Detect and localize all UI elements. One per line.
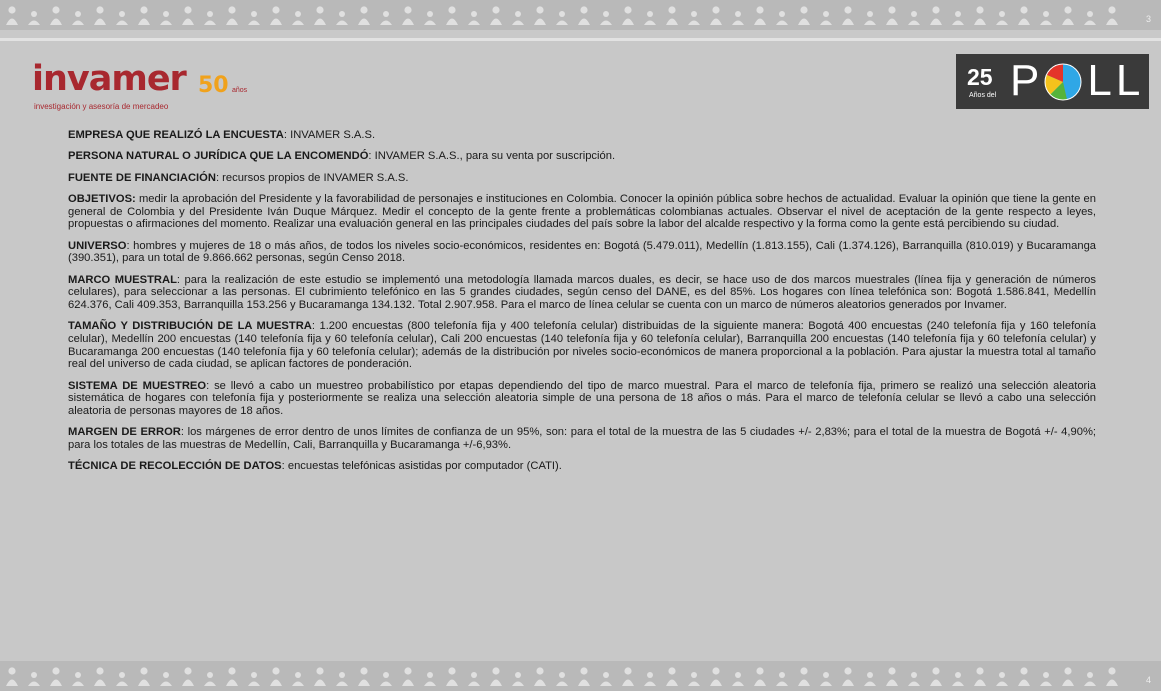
invamer-logo-anos: años: [232, 87, 248, 94]
person-icon: [94, 667, 106, 686]
person-icon: [908, 11, 920, 25]
section-separator: :: [126, 239, 134, 252]
person-icon: [6, 667, 18, 686]
person-icon: [226, 6, 238, 25]
person-icon: [28, 11, 40, 25]
person-icon: [798, 667, 810, 686]
person-icon: [402, 6, 414, 25]
person-icon: [622, 667, 634, 686]
person-icon: [1040, 11, 1052, 25]
person-icon: [644, 11, 656, 25]
person-icon: [1106, 6, 1118, 25]
person-icon: [1084, 672, 1096, 686]
person-icon: [886, 6, 898, 25]
section-text: hombres y mujeres de 18 o más años, de todos los niveles socio-económicos, residentes en: Bogotá (5.479.011), Medellín (1.813.155), Cali (1.374.126), Barranquilla (810.019) y Bucaramanga (390.351), para un total de 9.866.662 personas, según Censo 2018.: [68, 239, 1097, 265]
section-paragraph: [68, 426, 1096, 451]
section-text: para la realización de este estudio se implementó una metodología llamada marcos duales, es decir, se hace uso de dos marcos muestrales (línea fija y generación de números celulares), para seleccionar a las personas. El cubrimiento telefónico en las 5 grandes ciudades, según censo del DANE, es del 85%. Los hogares con línea telefónica son: Bogotá 1.586.841, Medellín 624.376, Cali 409.353, Barranquilla 153.256 y Bucaramanga 134.132. Total 2.907.958. Para el marco de línea celular se cuenta con un marco de números aleatorios generados por Invamer.: [68, 273, 1096, 311]
section-label: OBJETIVOS:: [68, 192, 136, 205]
person-icon: [688, 672, 700, 686]
person-icon: [754, 667, 766, 686]
person-icon: [512, 11, 524, 25]
person-icon: [776, 672, 788, 686]
section-text: medir la aprobación del Presidente y la favorabilidad de personajes e instituciones en Colombia. Conocer la opinión pública sobre hechos de actualidad. Evaluar la opinión que tiene la gente en general de Colombia y del Presidente Iván Duque Márquez. Medir el concepto de la gente frente a problemáticas colombianas actuales. Observar el nivel de aceptación de la gente respecto a leyes, propuestas o afirmaciones del momento. Realizar una evaluación general en las principales ciudades del país sobre la labor del alcalde respectivo y la forma como la gente está percibiendo su ciudad.: [68, 192, 1097, 231]
section-label: TÉCNICA DE RECOLECCIÓN DE DATOS: [68, 460, 282, 473]
section-label: MARGEN DE ERROR: [68, 426, 181, 439]
person-icon: [138, 6, 150, 25]
person-icon: [204, 672, 216, 686]
person-icon: [248, 672, 260, 686]
bottom-decorative-strip: [0, 661, 1161, 691]
person-icon: [864, 11, 876, 25]
person-icon: [842, 6, 854, 25]
person-icon: [72, 11, 84, 25]
invamer-logo-word: invamer: [32, 59, 186, 99]
person-icon: [622, 6, 634, 25]
person-icon: [424, 672, 436, 686]
section-label: MARCO MUESTRAL: [68, 273, 177, 286]
person-icon: [578, 6, 590, 25]
page-number-bottom: 4: [1145, 675, 1151, 685]
slide: [0, 38, 1161, 661]
section-text: INVAMER S.A.S.: [290, 129, 376, 141]
person-icon: [182, 667, 194, 686]
person-icon: [600, 672, 612, 686]
person-icon: [336, 11, 348, 25]
person-icon: [270, 6, 282, 25]
section-text: encuestas telefónicas asistidas por computador (CATI).: [287, 460, 562, 473]
person-icon: [732, 11, 744, 25]
person-icon: [292, 11, 304, 25]
person-icon: [1084, 11, 1096, 25]
person-icon: [886, 667, 898, 686]
people-pattern-icon: [0, 0, 1161, 30]
person-icon: [468, 672, 480, 686]
person-icon: [6, 6, 18, 25]
section-label: FUENTE DE FINANCIACIÓN: [68, 171, 216, 184]
section-paragraph: [68, 129, 1096, 142]
person-icon: [1040, 672, 1052, 686]
person-icon: [952, 11, 964, 25]
poll-logo: [956, 54, 1149, 109]
invamer-logo: [32, 55, 272, 117]
section-label: TAMAÑO Y DISTRIBUCIÓN DE LA MUESTRA: [68, 320, 312, 333]
section-separator: :: [368, 150, 375, 163]
section-paragraph: [68, 240, 1096, 265]
person-icon: [446, 667, 458, 686]
section-paragraph: [68, 193, 1096, 231]
person-icon: [380, 672, 392, 686]
person-icon: [534, 667, 546, 686]
person-icon: [710, 667, 722, 686]
person-icon: [204, 11, 216, 25]
person-icon: [248, 11, 260, 25]
person-icon: [490, 6, 502, 25]
person-icon: [138, 667, 150, 686]
person-icon: [424, 11, 436, 25]
section-text: los márgenes de error dentro de unos límites de confianza de un 95%, son: para el total de la muestra de las 5 ciudades +/- 2,83%; para el total de la muestra de Bogotá +/- 4,90%; para los totales de las muestras de Medellín, Cali, Barranquilla y Bucaramanga +/-6,93%.: [68, 426, 1097, 452]
person-icon: [490, 667, 502, 686]
person-icon: [974, 6, 986, 25]
person-icon: [930, 667, 942, 686]
invamer-logo-fifty: 50: [198, 73, 229, 98]
section-separator: :: [206, 379, 215, 392]
section-paragraph: [68, 274, 1096, 312]
person-icon: [512, 672, 524, 686]
person-icon: [1062, 667, 1074, 686]
section-text: 1.200 encuestas (800 telefonía fija y 400 telefonía celular) distribuidas de la siguiente manera: Bogotá 400 encuestas (240 telefonía fija y 160 telefonía celular), Medellín 200 encuestas (140 telefonía fija y 60 telefonía celular), Cali 200 encuestas (140 telefonía fija y 60 telefonía celular), Barranquilla 200 encuestas (140 telefonía fija y 60 telefonía celular) y Bucaramanga 200 encuestas (140 telefonía fija y 60 telefonía celular); además de la distribución por niveles socio-económicos de manera proporcional a la población. Para ajustar la muestra total al tamaño real del universo de cada ciudad, se aplican factores de ponderación.: [68, 320, 1096, 371]
person-icon: [996, 11, 1008, 25]
section-label: EMPRESA QUE REALIZÓ LA ENCUESTA: [68, 129, 284, 141]
person-icon: [94, 6, 106, 25]
person-icon: [292, 672, 304, 686]
section-separator: :: [180, 426, 188, 439]
person-icon: [270, 667, 282, 686]
section-separator: :: [283, 129, 291, 141]
person-icon: [72, 672, 84, 686]
person-icon: [160, 11, 172, 25]
technical-sheet: [68, 129, 1096, 482]
section-paragraph: [68, 460, 1096, 473]
person-icon: [1018, 6, 1030, 25]
person-icon: [974, 667, 986, 686]
person-icon: [666, 6, 678, 25]
person-icon: [754, 6, 766, 25]
section-text: se llevó a cabo un muestreo probabilístico por etapas dependiendo del tipo de marco muestral. Para el marco de telefonía fija, primero se realizó una selección aleatoria sistemática de hogares con telefonía fija y posteriormente se realiza una selección aleatoria simple de una persona de 18 años o más. Para el marco de telefonía celular se llevó a cabo una selección aleatoria de personas mayores de 18 años.: [68, 379, 1096, 418]
section-label: UNIVERSO: [68, 239, 127, 252]
person-icon: [358, 6, 370, 25]
person-icon: [226, 667, 238, 686]
person-icon: [908, 672, 920, 686]
person-icon: [820, 672, 832, 686]
person-icon: [182, 6, 194, 25]
person-icon: [996, 672, 1008, 686]
person-icon: [314, 6, 326, 25]
section-separator: :: [176, 273, 185, 286]
person-icon: [952, 672, 964, 686]
section-separator: :: [311, 320, 320, 333]
person-icon: [556, 11, 568, 25]
person-icon: [644, 672, 656, 686]
pie-chart-icon: [1043, 62, 1083, 102]
person-icon: [534, 6, 546, 25]
person-icon: [314, 667, 326, 686]
person-icon: [116, 672, 128, 686]
people-pattern-icon: [0, 661, 1161, 691]
page-number-top: 3: [1145, 14, 1151, 24]
person-icon: [402, 667, 414, 686]
person-icon: [776, 11, 788, 25]
poll-logo-p: P: [1010, 56, 1044, 105]
person-icon: [864, 672, 876, 686]
invamer-logo-tagline: investigación y asesoría de mercadeo: [34, 102, 169, 111]
person-icon: [666, 667, 678, 686]
person-icon: [578, 667, 590, 686]
person-icon: [160, 672, 172, 686]
person-icon: [336, 672, 348, 686]
section-label: PERSONA NATURAL O JURÍDICA QUE LA ENCOMENDÓ: [68, 150, 369, 163]
section-paragraph: [68, 172, 1096, 185]
person-icon: [1018, 667, 1030, 686]
section-separator: :: [215, 171, 223, 184]
person-icon: [1062, 6, 1074, 25]
section-paragraph: [68, 320, 1096, 371]
person-icon: [842, 667, 854, 686]
person-icon: [50, 667, 62, 686]
person-icon: [468, 11, 480, 25]
person-icon: [732, 672, 744, 686]
section-text: INVAMER S.A.S., para su venta por suscripción.: [374, 150, 616, 163]
poll-logo-sub: Años del: [969, 92, 997, 99]
person-icon: [116, 11, 128, 25]
person-icon: [710, 6, 722, 25]
person-icon: [820, 11, 832, 25]
person-icon: [28, 672, 40, 686]
person-icon: [358, 667, 370, 686]
poll-logo-number: 25: [967, 64, 993, 90]
person-icon: [446, 6, 458, 25]
section-label: SISTEMA DE MUESTREO: [68, 379, 207, 392]
section-paragraph: [68, 150, 1096, 163]
person-icon: [556, 672, 568, 686]
poll-logo-ll: LL: [1087, 56, 1145, 105]
section-paragraph: [68, 380, 1096, 418]
person-icon: [930, 6, 942, 25]
person-icon: [798, 6, 810, 25]
top-decorative-strip: [0, 0, 1161, 30]
person-icon: [380, 11, 392, 25]
section-text: recursos propios de INVAMER S.A.S.: [222, 171, 409, 184]
person-icon: [600, 11, 612, 25]
person-icon: [1106, 667, 1118, 686]
section-separator: :: [281, 460, 288, 473]
person-icon: [50, 6, 62, 25]
person-icon: [688, 11, 700, 25]
